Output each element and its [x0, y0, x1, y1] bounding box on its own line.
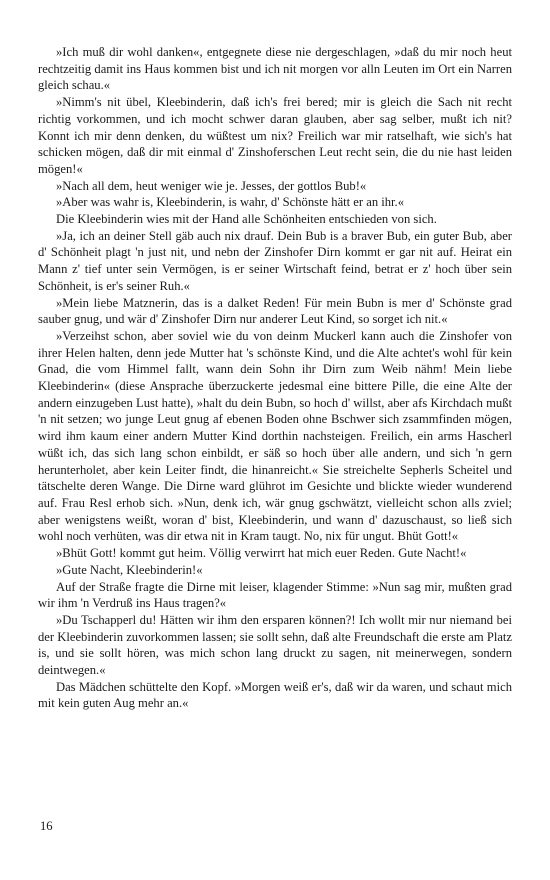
page-body [38, 44, 512, 712]
paragraph: »Verzeihst schon, aber soviel wie du von deinm Muckerl kann auch die Zinshofer von ihrer Helen halten, denn jede Mutter hat 's schönste Kind, und die Alte achtet's wohl für kein Gnad, die vom Himmel fallt, wann dein Sohn ihr Dirn zum Weib nähm! Mein liebe Kleebinderin« (diese Ansprache überzuckerte jedesmal eine bittere Pille, die eine Alte der andern einzugeben Lust hatte), »halt du dein Bubn, so hoch d' willst, aber afs Kirchdach mußt 'n nit setzen; wo junge Leut gnug af ebenen Boden ohne Bschwer sich zsammfinden mögen, wird ihm kaum einer andern Mutter Kind dorthin nachsteigen. Freilich, ein arms Hascherl wüßt ich, das sich lang schon einbildt, er säß so hoch über alle andern, und sich 'n gern herunterholet, aber kein Leiter findt, die hinanreicht.« Sie streichelte Sepherls Scheitel und tätschelte deren Wange. Die Dirne ward glührot im Gesichte und blickte wieder wunderend auf. Frau Resl erhob sich. »Nun, denk ich, wär gnug gschwätzt, vielleicht schon alls zviel; aber wenigstens weißt, woran d' bist, Kleebinderin, und wann d' dazuschaust, so ließ sich wohl noch verhüten, was dir etwa nit in Kram taugt. No, nix für ungut. Bhüt Gott!« [38, 328, 512, 544]
page-number: 16 [40, 819, 53, 833]
paragraph: Das Mädchen schüttelte den Kopf. »Morgen weiß er's, daß wir da waren, und schaut mich mit kein guten Aug mehr an.« [38, 679, 512, 711]
paragraph: »Nimm's nit übel, Kleebinderin, daß ich's frei bered; mir is gleich die Sach nit recht richtig vorkommen, und ich mocht schwer daran glauben, aber sag selber, mußt ich nit? Konnt ich mir denn denken, du wüßtest um nix? Freilich war mir ratselhaft, wie sich's hat schicken mögen, daß dir mit einmal d' Zinshoferschen Leut recht sein, die du nie hast leiden mögen!« [38, 95, 512, 176]
paragraph: »Bhüt Gott! kommt gut heim. Völlig verwirrt hat mich euer Reden. Gute Nacht!« [56, 546, 467, 561]
paragraph: »Nach all dem, heut weniger wie je. Jesses, der gottlos Bub!« [56, 178, 367, 193]
paragraph: »Gute Nacht, Kleebinderin!« [56, 562, 203, 577]
paragraph: »Ja, ich an deiner Stell gäb auch nix drauf. Dein Bub is a braver Bub, ein guter Bub, aber d' Schönheit plagt 'n just nit, und nebn der Zinshofer Dirn kommt er gar nit auf. Heirat ein Mann z' tief unter sein Vermögen, is er seiner Wirtschaft feind, betrat er z' hoch über sein Schönheit, is er's seiner Ruh.« [38, 228, 512, 293]
paragraph: »Mein liebe Matznerin, das is a dalket Reden! Für mein Bubn is mer d' Schönste grad sauber gnug, und wär d' Zinshofer Dirn nur anderer Leut Kind, so sorget ich nit.« [38, 295, 512, 327]
paragraph: Auf der Straße fragte die Dirne mit leiser, klagender Stimme: »Nun sag mir, mußten grad wir ihm 'n Verdruß ins Haus tragen?« [38, 579, 512, 611]
paragraph: »Du Tschapperl du! Hätten wir ihm den ersparen können?! Ich wollt mir nur niemand bei der Kleebinderin zuvorkommen lassen; sie sollt sehn, daß alte Freundschaft die erste am Platz is, und sie sollt hören, was mich schon lang druckt zu sagen, nit meinerwegen, sondern deintwegen.« [38, 612, 512, 678]
paragraph: Die Kleebinderin wies mit der Hand alle Schönheiten entschieden von sich. [56, 212, 437, 227]
paragraph: »Ich muß dir wohl danken«, entgegnete diese nie dergeschlagen, »daß du mir noch heut rechtzeitig damit ins Haus kommen bist und ich nit morgen vor alln Leuten im Ort ein Narren gleich schau.« [38, 45, 512, 93]
paragraph: »Aber was wahr is, Kleebinderin, is wahr, d' Schönste hätt er an ihr.« [56, 195, 405, 210]
